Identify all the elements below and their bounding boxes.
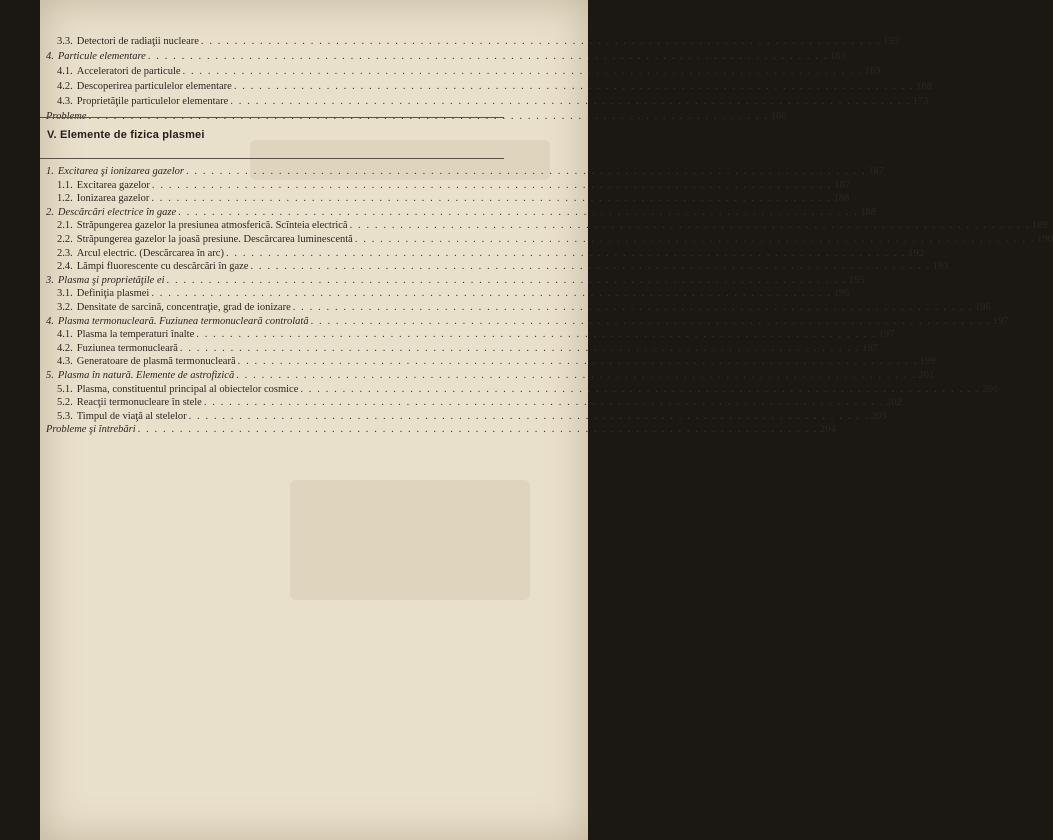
toc-entry-title: Plasma în natură. Elemente de astrofizică [57, 370, 235, 381]
dot-leader [167, 275, 847, 287]
toc-entry [46, 274, 865, 287]
book-page [40, 0, 1053, 840]
dot-leader [350, 220, 1030, 232]
toc-entry-number: 4.3. [57, 356, 73, 368]
toc-entry-number: 2.4. [57, 261, 73, 273]
toc-entry-title: Plasma termonucleară. Fuziunea termonucleară controlată [57, 315, 309, 327]
toc-entry-page: 190 [1037, 234, 1053, 245]
toc-entry [57, 302, 991, 314]
toc-entry-page: 189 [1031, 220, 1048, 232]
toc-entry-page: 159 [883, 36, 899, 47]
toc-entry-title: Probleme şi întrebări [46, 424, 136, 436]
toc-entry-number: 4.2. [57, 81, 73, 92]
toc-entry-page: 195 [833, 288, 850, 300]
toc-entry-number: 2.3. [57, 247, 73, 259]
toc-entry-number: 5.3. [57, 410, 73, 422]
dot-leader [234, 81, 914, 93]
toc-entry-number: 3.2. [57, 302, 73, 313]
toc-entry-page: 188 [860, 206, 877, 218]
toc-entry-title: Plasma, constituentul principal al obiectelor cosmice [76, 383, 299, 395]
toc-entry-title: Excitarea gazelor [76, 179, 150, 191]
toc-entry-page: 199 [919, 356, 936, 368]
toc-entry [57, 36, 899, 48]
toc-entry-number: 5.1. [57, 383, 73, 395]
toc-entry-title: Proprietăţile particulelor elementare [76, 96, 229, 107]
dot-leader [293, 302, 973, 314]
toc-entry [57, 81, 932, 93]
toc-entry [46, 424, 836, 436]
toc-entry [57, 329, 895, 341]
dot-leader [201, 36, 881, 48]
dot-leader [189, 411, 869, 423]
toc-entry-number: 3.1. [57, 288, 73, 300]
toc-entry-title: Timpul de viaţă al stelelor [76, 410, 187, 422]
dot-leader [138, 424, 818, 436]
dot-leader [355, 234, 1035, 246]
toc-entry-page: 188 [833, 193, 850, 205]
toc-entry-page: 197 [992, 315, 1009, 327]
toc-entry [57, 234, 1053, 246]
toc-entry-number: 4. [46, 51, 54, 62]
toc-entry-title: Străpungerea gazelor la presiunea atmosferică. Scînteia electrică [76, 220, 348, 232]
toc-entry [46, 166, 884, 178]
toc-entry-number: 1.2. [57, 193, 73, 205]
toc-entry-page: 203 [870, 410, 887, 422]
dot-leader [311, 316, 991, 328]
toc-entry-title: Plasma la temperaturi înalte [76, 329, 195, 341]
toc-entry-number: 2. [46, 206, 54, 218]
dot-leader [300, 384, 980, 396]
dot-leader [250, 261, 930, 273]
toc-entry-title: Arcul electric. (Descărcarea în arc) [76, 247, 224, 259]
toc-entry-page: 187 [834, 179, 850, 191]
toc-entry-page: 201 [982, 383, 999, 395]
dot-leader [151, 193, 831, 205]
toc-entry-title: Descărcări electrice în gaze [57, 206, 177, 218]
dot-leader [230, 96, 910, 108]
toc-entry-title: Străpungerea gazelor la joasă presiune. Descărcarea luminescentă [76, 234, 353, 245]
dot-leader [151, 288, 831, 300]
toc-entry-page: 187 [868, 166, 884, 177]
toc-entry [46, 206, 877, 219]
toc-entry-number: 1.1. [57, 179, 73, 191]
toc-entry-page: 197 [862, 342, 878, 354]
toc-entry [57, 220, 1048, 232]
toc-entry [57, 247, 924, 260]
toc-entry-title: Fuziunea termonucleară [76, 342, 178, 354]
dot-leader [196, 329, 876, 341]
toc-entry [57, 342, 878, 355]
toc-entry-title: Acceleratori de particule [76, 66, 181, 77]
dot-leader [148, 51, 828, 63]
toc-entry-page: 163 [830, 51, 846, 62]
toc-entry-page: 193 [932, 261, 949, 273]
toc-entry-page: 195 [848, 274, 865, 286]
toc-entry-number: 3. [46, 274, 54, 286]
page-stain [290, 480, 530, 600]
divider [40, 117, 504, 118]
toc-entry-page: 196 [974, 302, 991, 313]
toc-entry [57, 397, 902, 409]
toc-entry-title: Lămpi fluorescente cu descărcări în gaze [76, 261, 249, 273]
toc-entry [57, 66, 881, 78]
toc-entry-number: 4.1. [57, 66, 73, 77]
toc-entry-page: 197 [878, 329, 895, 341]
toc-entry [57, 288, 850, 300]
dot-leader [180, 343, 860, 355]
toc-entry-title: Reacţii termonucleare în stele [76, 397, 202, 409]
toc-entry-page: 168 [916, 81, 932, 92]
toc-entry-number: 4.3. [57, 96, 73, 107]
toc-entry [46, 370, 935, 382]
toc-entry-number: 5. [46, 370, 54, 381]
toc-entry [57, 383, 999, 396]
section-heading: V. Elemente de fizica plasmei [47, 129, 205, 141]
dot-leader [186, 166, 866, 178]
toc-entry-title: Densitate de sarcină, concentraţie, grad de ionizare [76, 302, 291, 313]
toc-entry-page: 201 [918, 370, 935, 381]
toc-entry-number: 4.2. [57, 342, 73, 354]
dot-leader [236, 370, 916, 382]
dot-leader [226, 248, 906, 260]
toc-entry-title: Plasma şi proprietăţile ei [57, 274, 165, 286]
toc-entry [46, 315, 1009, 328]
dot-leader [238, 356, 918, 368]
dot-leader [183, 66, 863, 78]
toc-entry-number: 5.2. [57, 397, 73, 409]
toc-entry-number: 4.1. [57, 329, 73, 341]
toc-entry [57, 96, 929, 108]
toc-entry-number: 1. [46, 166, 54, 177]
toc-entry-title: Particule elementare [57, 51, 146, 62]
dot-leader [204, 397, 884, 409]
toc-entry-title: Definiţia plasmei [76, 288, 150, 300]
toc-entry-page: 192 [908, 247, 924, 259]
toc-entry-number: 3.3. [57, 36, 73, 47]
toc-entry [57, 410, 887, 423]
toc-entry [57, 193, 850, 205]
toc-entry-title: Descoperirea particulelor elementare [76, 81, 232, 92]
toc-entry-page: 180 [770, 111, 787, 122]
toc-entry [46, 51, 846, 63]
toc-entry-page: 163 [864, 66, 881, 77]
toc-entry-page: 202 [886, 397, 902, 409]
toc-entry-title: Detectori de radiaţii nucleare [76, 36, 199, 47]
dot-leader [178, 207, 858, 219]
toc-entry-title: Excitarea şi ionizarea gazelor [57, 166, 184, 177]
toc-entry-number: 2.1. [57, 220, 73, 232]
divider [40, 158, 504, 159]
toc-entry-page: 173 [912, 96, 929, 107]
toc-entry [57, 261, 949, 273]
toc-entry [57, 179, 850, 192]
toc-entry [57, 356, 936, 368]
toc-entry-title: Ionizarea gazelor [76, 193, 150, 205]
toc-entry-page: 204 [819, 424, 836, 436]
toc-entry-number: 4. [46, 315, 54, 327]
dot-leader [152, 180, 832, 192]
toc-entry-title: Generatoare de plasmă termonucleară [76, 356, 236, 368]
toc-entry-number: 2.2. [57, 234, 73, 245]
